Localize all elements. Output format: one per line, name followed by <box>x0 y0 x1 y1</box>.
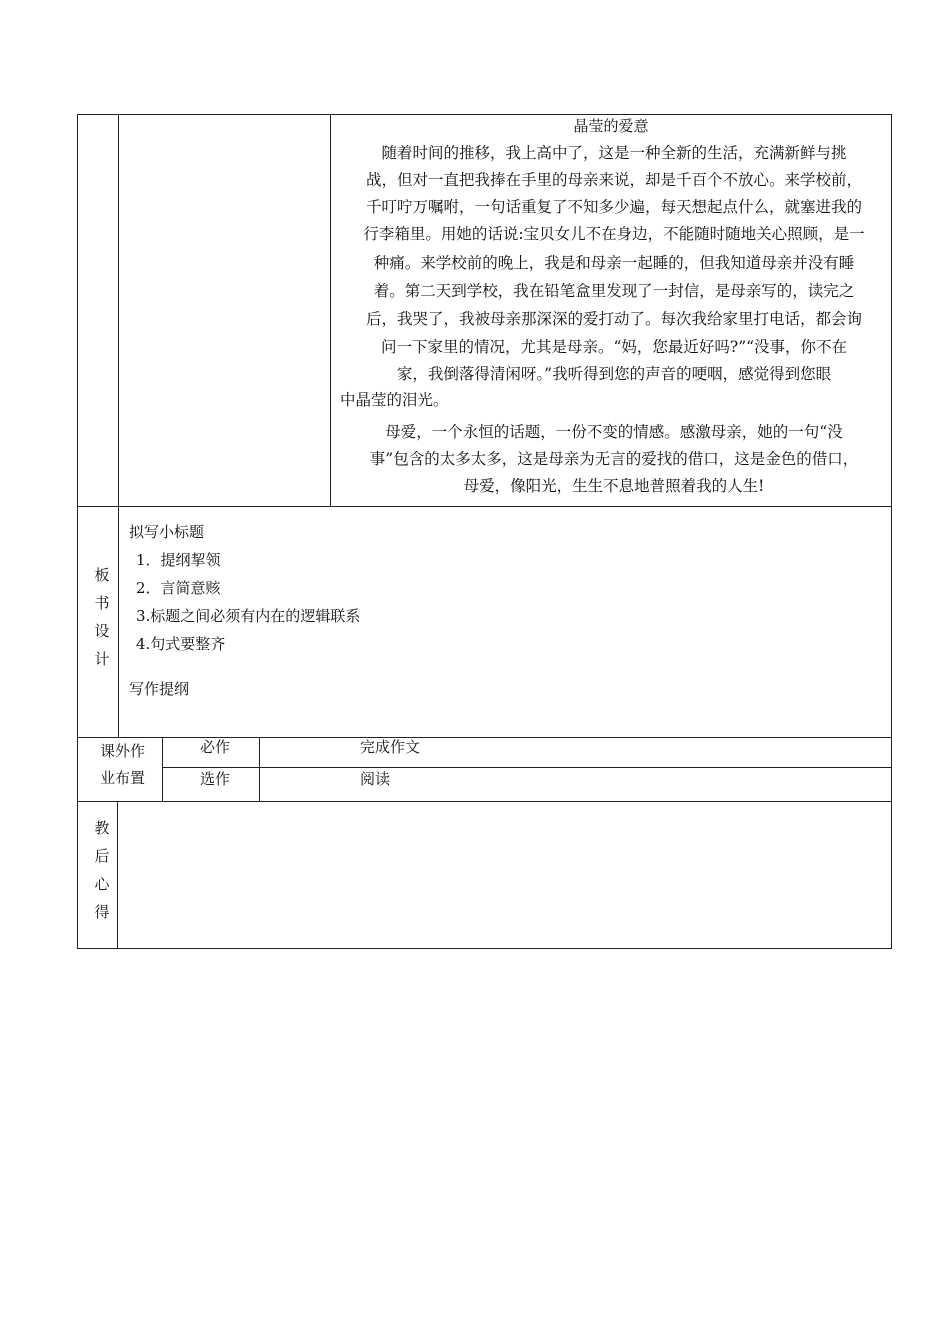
reflection-label-char: 心 <box>94 875 110 893</box>
reflection-label-char: 得 <box>94 903 110 921</box>
homework-type: 选作 <box>200 770 231 788</box>
essay-line: 行李箱里。用她的话说:宝贝女儿不在身边，不能随时随地关心照顾，是一 <box>363 225 865 243</box>
column-divider <box>118 114 119 506</box>
homework-type: 必作 <box>200 738 231 756</box>
essay-line: 中晶莹的泪光。 <box>340 391 449 409</box>
reflection-label-char: 教 <box>94 819 110 837</box>
essay-line: 战，但对一直把我捧在手里的母亲来说，却是千百个不放心。来学校前， <box>365 171 862 189</box>
board-outline: 写作提纲 <box>129 680 190 698</box>
board-item: 2．言简意赅 <box>136 579 221 597</box>
reflection-label-char: 后 <box>94 847 110 865</box>
essay-line: 问一下家里的情况，尤其是母亲。“妈，您最近好吗?”“没事，你不在 <box>380 338 848 356</box>
essay-line: 家，我倒落得清闲呀。”我听得到您的声音的哽咽，感觉得到您眼 <box>396 365 832 383</box>
essay-title: 晶莹的爱意 <box>573 117 649 135</box>
row-divider <box>77 506 892 507</box>
board-label-char: 计 <box>94 650 110 668</box>
essay-line: 后，我哭了，我被母亲那深深的爱打动了。每次我给家里打电话，都会询 <box>365 310 862 328</box>
essay-line: 千叮咛万嘱咐，一句话重复了不知多少遍，每天想起点什么，就塞进我的 <box>365 198 862 216</box>
board-label-char: 板 <box>94 566 110 584</box>
column-divider <box>330 114 331 506</box>
board-item: 4.句式要整齐 <box>136 635 226 653</box>
homework-label-line: 课外作 <box>100 742 146 760</box>
homework-task: 阅读 <box>360 770 391 788</box>
essay-line: 随着时间的推移，我上高中了，这是一种全新的生活，充满新鲜与挑 <box>381 144 847 162</box>
essay-line: 母爱，像阳光，生生不息地普照着我的人生! <box>463 477 765 495</box>
essay-line: 着。第二天到学校，我在铅笔盒里发现了一封信，是母亲写的，读完之 <box>373 282 855 300</box>
board-item: 3.标题之间必须有内在的逻辑联系 <box>136 607 361 625</box>
reflection-content[interactable] <box>119 803 890 947</box>
essay-line: 种痛。来学校前的晚上，我是和母亲一起睡的，但我知道母亲并没有睡 <box>373 254 855 272</box>
column-divider <box>259 737 260 801</box>
row-divider <box>77 801 892 802</box>
column-divider <box>162 737 163 801</box>
board-item: 1．提纲挈领 <box>136 551 221 569</box>
board-heading: 拟写小标题 <box>129 523 205 541</box>
row-divider <box>162 767 892 768</box>
essay-line: 事”包含的太多太多，这是母亲为无言的爱找的借口，这是金色的借口， <box>369 450 859 468</box>
homework-task: 完成作文 <box>360 738 421 756</box>
board-label-char: 书 <box>94 594 110 612</box>
essay-line: 母爱，一个永恒的话题，一份不变的情感。感激母亲，她的一句“没 <box>385 423 843 441</box>
homework-label-line: 业布置 <box>100 769 146 787</box>
board-label-char: 设 <box>94 622 110 640</box>
